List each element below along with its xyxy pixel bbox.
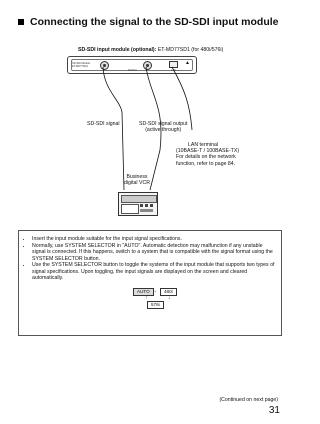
sdsdi-output-label — [139, 121, 187, 133]
vcr-device-illustration — [118, 192, 158, 216]
module-title-bold: SD-SDI input module (optional): — [78, 47, 157, 53]
arrow-up-icon: ↑ — [145, 294, 148, 301]
warning-icon: ▲ — [185, 60, 190, 66]
notes-box — [18, 230, 282, 336]
lan-terminal-note — [176, 142, 239, 167]
module-panel-label-line1: SD-SDI Module — [72, 62, 91, 65]
selector-576i: 576i — [147, 301, 164, 309]
page-number: 31 — [268, 405, 280, 416]
system-selector-diagram — [25, 288, 275, 312]
heading-text: Connecting the signal to the SD-SDI input module — [30, 16, 279, 28]
selector-480i: 480i — [160, 288, 177, 296]
lan-line2: (10BASE-T / 100BASE-TX) — [176, 148, 240, 155]
input-cable — [103, 67, 124, 190]
vcr-label-line1: Business — [126, 174, 148, 180]
vcr-label — [112, 174, 162, 186]
note-item: • Normally, use SYSTEM SELECTOR in "AUTO". Automatic detection may malfunction if any unstable signal is connected. If this happens, switch to a system that is compatible with the signal format using the SYSTEM SELECTOR button. — [32, 243, 275, 263]
lan-line1: LAN terminal — [188, 142, 218, 148]
arrow-right-icon: → — [152, 287, 157, 294]
module-panel-label-line2: ET-MD77SD1 — [72, 65, 88, 68]
lan-line3: For details on the network — [176, 154, 236, 161]
vcr-label-line2: digital VCR — [124, 180, 150, 187]
sdsdi-output-line2: (active through) — [145, 127, 182, 134]
notes-list — [25, 236, 275, 282]
note-item: • Insert the input module suitable for the input signal specifications. — [32, 236, 275, 243]
lan-line4: function, refer to page 84. — [176, 160, 236, 167]
selector-auto: AUTO — [133, 288, 154, 296]
sdsdi-output-line1: SD-SDI signal output — [139, 121, 188, 127]
sdsdi-signal-label: SD-SDI signal — [87, 121, 120, 127]
module-title-model: ET-MD77SD1 (for 480i/576i) — [157, 47, 224, 53]
continued-note: (Continued on next page) — [219, 397, 278, 403]
arrow-down-icon: ↓ — [168, 294, 171, 301]
note-item: • Use the SYSTEM SELECTOR button to toggle the systems of the input module that supports two types of signal specifications. Upon toggling, the input signals are displayed on the screen and cleared automatically. — [32, 262, 275, 282]
signal-label: SIGNAL — [128, 69, 138, 72]
lan-port-label: LAN — [171, 69, 176, 72]
